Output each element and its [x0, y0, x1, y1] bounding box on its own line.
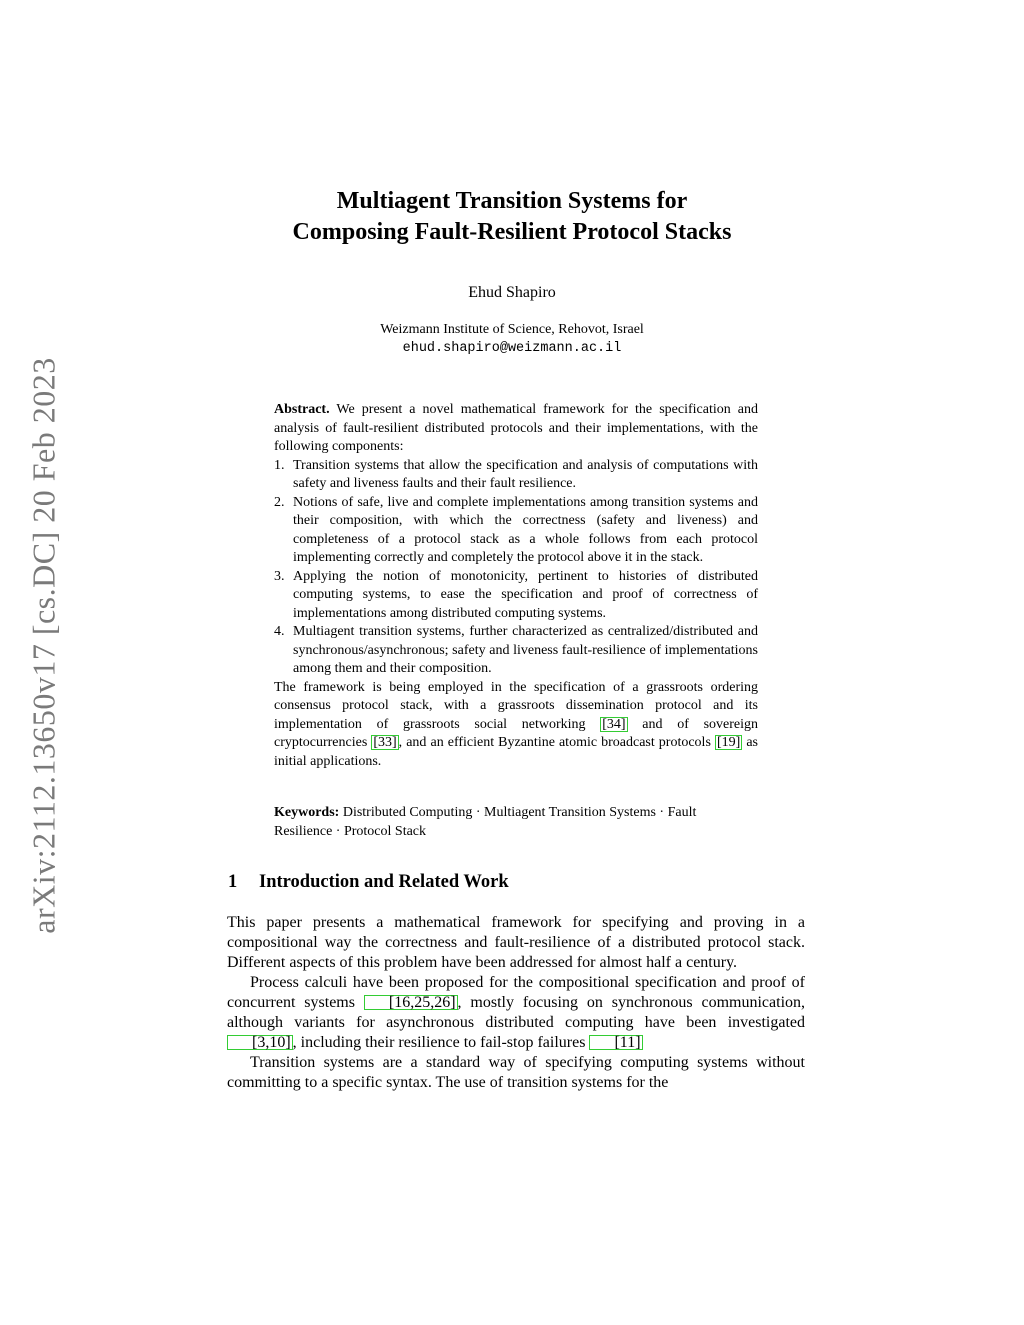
keywords	[274, 804, 758, 841]
list-item-text: Applying the notion of monotonicity, pertinent to histories of distributed computing systems, to ease the specification and proof of correctness of implementations among distributed computing systems.	[293, 568, 758, 621]
list-item	[274, 494, 758, 568]
list-item-text: Transition systems that allow the specification and analysis of computations with safety and liveness faults and their fault resilience.	[293, 457, 758, 491]
title-line-1: Multiagent Transition Systems for	[336, 188, 688, 214]
abstract-closing-text: and of sovereign cryptocurrencies	[274, 716, 758, 750]
list-item	[274, 457, 758, 494]
paragraph: This paper presents a mathematical framework for specifying and proving in a compositional way the correctness and fault-resilience of a distributed protocol stack. Different aspects of this problem have been addressed for almost half a century.	[227, 914, 805, 971]
keywords-label: Keywords:	[274, 805, 340, 820]
abstract-intro-text: We present a novel mathematical framework for the specification and analysis of fault-resilient distributed protocols and their implementations, with the following components:	[274, 402, 758, 454]
abstract-label: Abstract.	[274, 402, 330, 417]
paper-title	[0, 186, 1024, 248]
arxiv-identifier: arXiv:2112.13650v17 [cs.DC] 20 Feb 2023	[25, 356, 62, 934]
abstract	[274, 401, 758, 771]
list-item-number: 1.	[274, 457, 285, 473]
body-text	[227, 913, 805, 1093]
list-item	[274, 623, 758, 679]
abstract-closing-text: as initial applications.	[274, 735, 758, 769]
paragraph: Transition systems are a standard way of specifying computing systems without committing to a specific syntax. The use of transition systems for the	[227, 1054, 805, 1091]
list-item-text: Multiagent transition systems, further characterized as centralized/distributed and synchronous/asynchronous; safety and liveness fault-resilience of implementations among them and their composition.	[293, 624, 758, 676]
title-line-2: Composing Fault-Resilient Protocol Stacks	[292, 219, 732, 245]
affiliation: Weizmann Institute of Science, Rehovot, Israel	[380, 322, 644, 337]
section-heading	[228, 872, 509, 893]
citation-link[interactable]: [19]	[716, 735, 741, 750]
paragraph-text: , mostly focusing on synchronous communication, although variants for asynchronous distributed computing have been investigated	[227, 994, 806, 1031]
citation-link[interactable]: [33]	[373, 735, 397, 750]
abstract-closing-text: The framework is being employed in the specification of a grassroots ordering consensus protocol stack, with a grassroots dissemination protocol and its implementation of grassroots social networking	[274, 679, 758, 732]
arxiv-sidebar-stamp	[22, 345, 66, 945]
list-item-text: Notions of safe, live and complete implementations among transition systems and their composition, with which the correctness (safety and liveness) and completeness of a protocol stack as a whole follows from each protocol implementing correctly and completely the protocol above it in the stack.	[293, 494, 758, 565]
affiliation-block	[0, 320, 1024, 358]
abstract-intro	[274, 401, 758, 457]
citation-link[interactable]: [16,25,26]	[364, 995, 458, 1010]
abstract-component-list	[274, 457, 758, 679]
citation-link[interactable]: [3,10]	[227, 1035, 293, 1050]
abstract-closing-text: , and an efficient Byzantine atomic broadcast protocols	[398, 735, 711, 750]
author-name: Ehud Shapiro	[468, 284, 556, 301]
list-item-number: 2.	[274, 494, 285, 510]
list-item-number: 4.	[274, 624, 285, 639]
list-item-number: 3.	[274, 568, 285, 584]
abstract-closing	[274, 679, 758, 772]
section-title: Introduction and Related Work	[259, 872, 509, 892]
list-item	[274, 568, 758, 624]
keywords-text: Distributed Computing · Multiagent Transition Systems · Fault Resilience · Protocol Stack	[274, 805, 697, 839]
citation-link[interactable]: [34]	[602, 716, 626, 732]
section-number: 1	[228, 872, 238, 892]
paragraph-text: , including their resilience to fail-stop failures	[292, 1034, 586, 1051]
paragraph	[227, 973, 805, 1053]
paragraph-text: Process calculi have been proposed for the compositional specification and proof of concurrent systems	[227, 974, 805, 1011]
citation-link[interactable]: [11]	[589, 1035, 642, 1050]
author-email[interactable]: ehud.shapiro@weizmann.ac.il	[402, 341, 622, 356]
